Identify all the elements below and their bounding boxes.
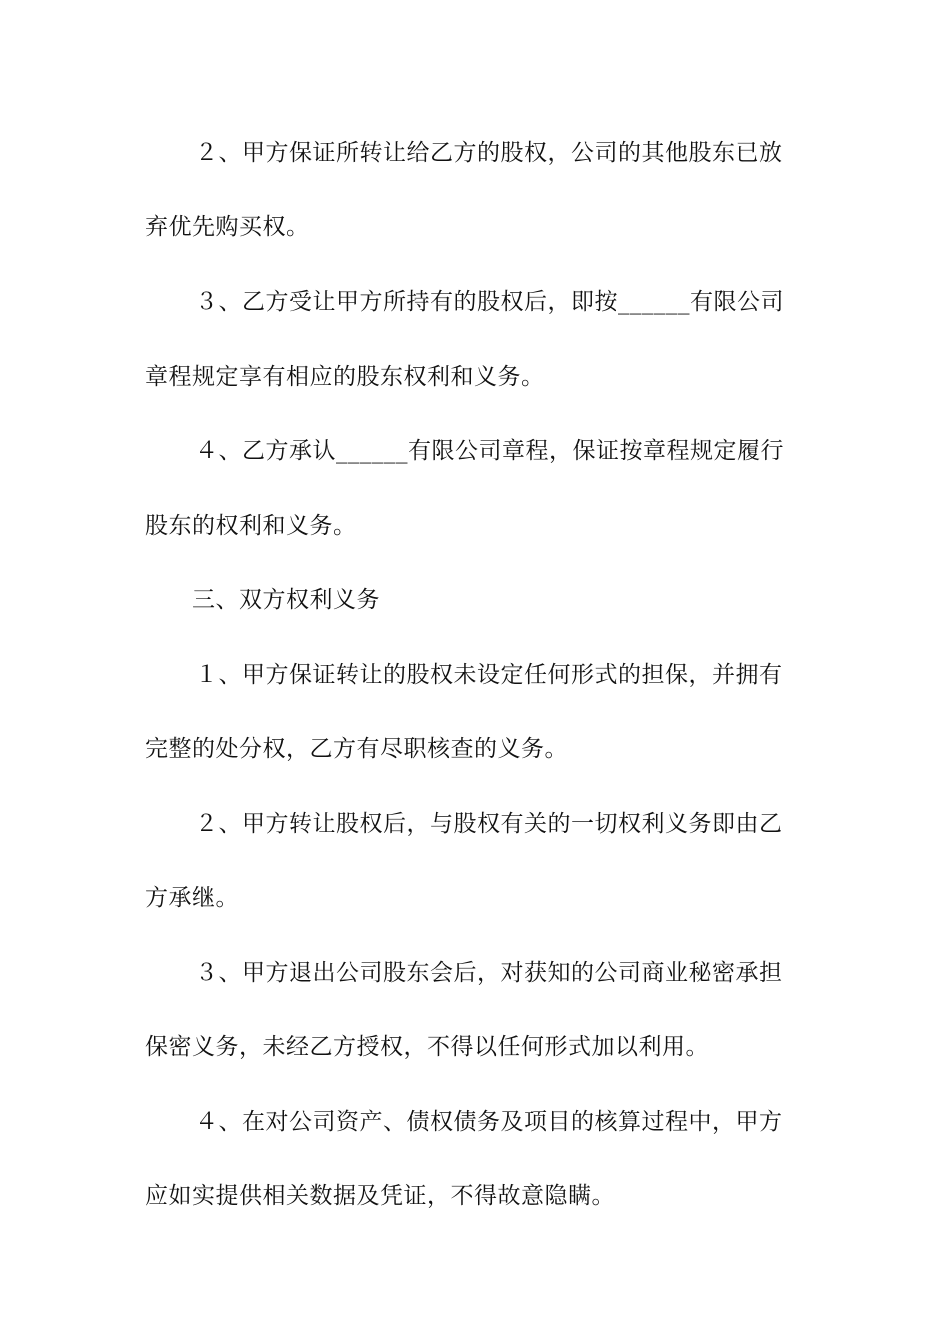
rights-item-4-line-1: ４、在对公司资产、债权债务及项目的核算过程中，甲方 bbox=[195, 1109, 783, 1135]
paragraph-4-line-2: 股东的权利和义务。 bbox=[145, 513, 357, 539]
rights-item-3-line-2: 保密义务，未经乙方授权，不得以任何形式加以利用。 bbox=[145, 1034, 709, 1060]
rights-item-2-line-1: ２、甲方转让股权后，与股权有关的一切权利义务即由乙 bbox=[195, 811, 783, 837]
rights-item-3-line-1: ３、甲方退出公司股东会后，对获知的公司商业秘密承担 bbox=[195, 960, 783, 986]
rights-item-1-line-2: 完整的处分权，乙方有尽职核查的义务。 bbox=[145, 736, 568, 762]
rights-item-4-line-2: 应如实提供相关数据及凭证，不得故意隐瞒。 bbox=[145, 1183, 615, 1209]
rights-item-2-line-2: 方承继。 bbox=[145, 885, 239, 911]
paragraph-3-line-2: 章程规定享有相应的股东权利和义务。 bbox=[145, 364, 545, 390]
paragraph-3-line-1: ３、乙方受让甲方所持有的股权后，即按______有限公司 bbox=[195, 289, 784, 315]
paragraph-4-line-1: ４、乙方承认______有限公司章程，保证按章程规定履行 bbox=[195, 438, 784, 464]
paragraph-2-line-1: ２、甲方保证所转让给乙方的股权，公司的其他股东已放 bbox=[195, 140, 783, 166]
rights-item-1-line-1: １、甲方保证转让的股权未设定任何形式的担保，并拥有 bbox=[195, 662, 783, 688]
paragraph-2-line-2: 弃优先购买权。 bbox=[145, 214, 310, 240]
section-heading: 三、双方权利义务 bbox=[192, 587, 380, 613]
